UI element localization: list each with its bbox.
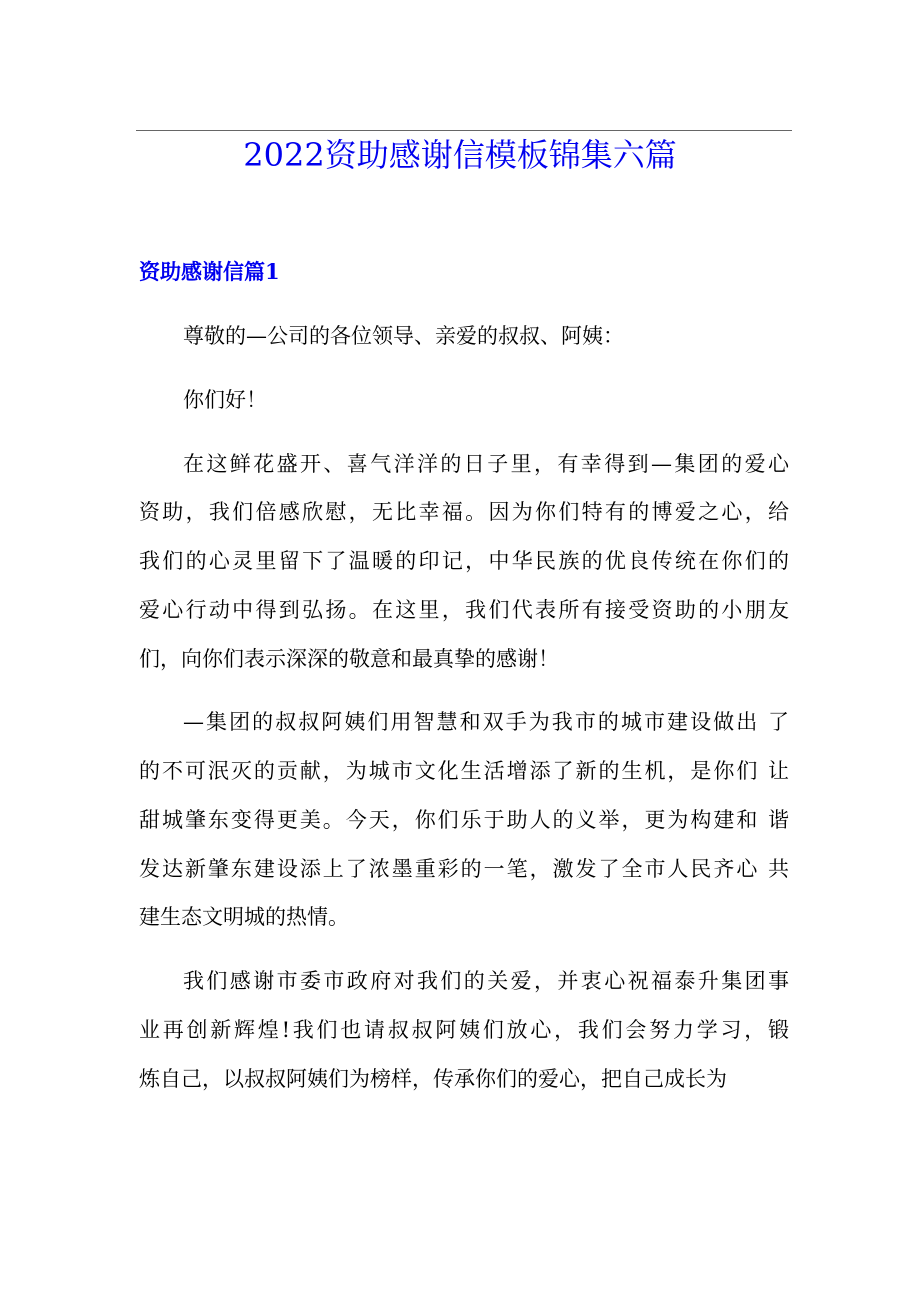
text-line: 的不可泯灭的贡献，为城市文化生活增添了新的生机，是你们 让: [139, 759, 789, 783]
text-line: 资助，我们倍感欣慰，无比幸福。因为你们特有的博爱之心，给: [139, 500, 789, 525]
text-line: 我们感谢市委市政府对我们的关爱，并衷心祝福泰升集团事: [183, 969, 789, 993]
paragraph: [139, 376, 789, 425]
document-body: [139, 312, 789, 1118]
paragraph: [139, 440, 789, 684]
text-line: 发达新肇东建设添上了浓墨重彩的一笔，激发了全市人民齐心 共: [139, 856, 789, 881]
text-line: 炼自己，以叔叔阿姨们为榜样，传承你们的爱心，把自己成长为: [139, 1066, 727, 1091]
text-line: 在这鲜花盛开、喜气洋洋的日子里，有幸得到—集团的爱心: [183, 451, 789, 476]
text-line: 业再创新辉煌!我们也请叔叔阿姨们放心，我们会努力学习，锻: [139, 1017, 789, 1042]
paragraph: [139, 312, 789, 361]
text-line: 你们好！: [183, 387, 267, 412]
text-line: 爱心行动中得到弘扬。在这里，我们代表所有接受资助的小朋友: [139, 597, 789, 622]
paragraph: [139, 698, 789, 942]
text-line: 尊敬的—公司的各位领导、亲爱的叔叔、阿姨：: [183, 324, 624, 348]
document-title: 2022资助感谢信模板锦集六篇: [243, 136, 677, 174]
section-heading: 资助感谢信篇1: [139, 259, 280, 284]
text-line: 我们的心灵里留下了温暖的印记，中华民族的优良传统在你们的: [139, 549, 789, 573]
paragraph: [139, 957, 789, 1103]
text-line: 们，向你们表示深深的敬意和最真挚的感谢！: [139, 646, 559, 671]
text-line: —集团的叔叔阿姨们用智慧和双手为我市的城市建设做出 了: [183, 710, 789, 735]
text-line: 甜城肇东变得更美。今天，你们乐于助人的义举，更为构建和 谐: [139, 807, 789, 832]
header-rule: [136, 130, 792, 131]
text-line: 建生态文明城的热情。: [139, 905, 349, 930]
